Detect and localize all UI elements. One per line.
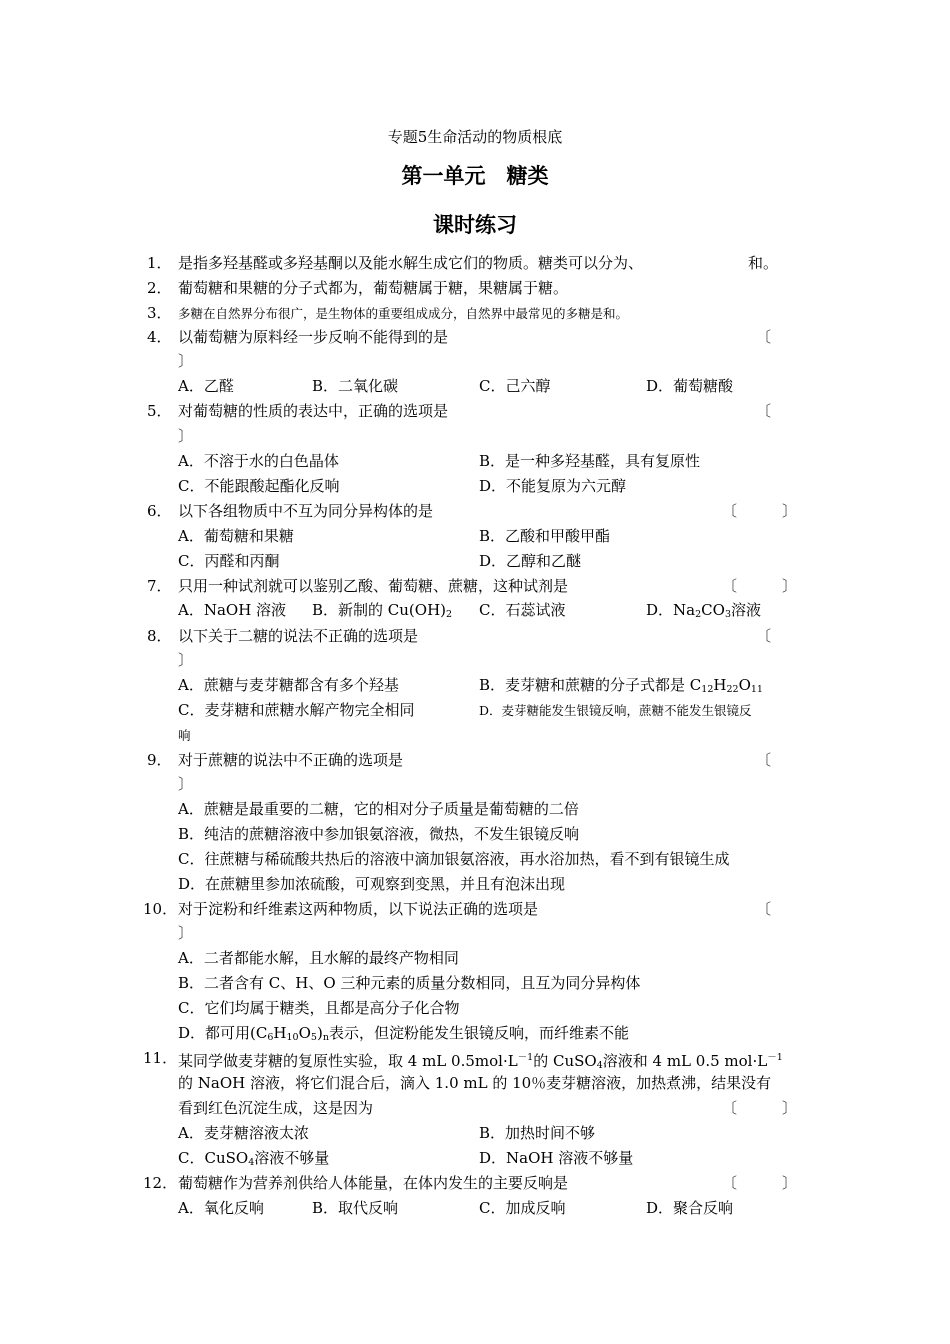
q10-d-text2: H [273, 1024, 287, 1042]
q5-bracket-open: 〔 [756, 402, 772, 420]
q10-bracket-close: 〕 [178, 924, 194, 942]
q10-option-d [178, 1024, 629, 1047]
q7-option-c: C．石蕊试液 [479, 601, 566, 619]
q7-option-b-text: B．新制的 Cu(OH) [312, 601, 447, 619]
q11-option-d: D．NaOH 溶液不够量 [479, 1149, 634, 1167]
q8-option-a: A．蔗糖与麦芽糖都含有多个羟基 [178, 676, 399, 694]
q11-option-b: B．加热时间不够 [479, 1124, 596, 1142]
q9-option-d: D．在蔗糖里参加浓硫酸，可观察到变黑，并且有泡沫出现 [178, 875, 566, 893]
q8-b-sub3: 11 [750, 684, 763, 695]
q8-b-text2: H [713, 676, 727, 694]
q11-l1-sup1: －1 [517, 1052, 534, 1063]
q9-option-b: B．纯洁的蔗糖溶液中参加银氨溶液，微热，不发生银镜反响 [178, 825, 580, 843]
q8-option-d-continued: 响 [178, 728, 191, 743]
q9-number: 9． [147, 751, 172, 769]
q11-l1-text1: 某同学做麦芽糖的复原性实验，取 4 mL 0.5mol·L [178, 1052, 518, 1070]
q10-d-text5: 表示，但淀粉能发生银镜反响，而纤维素不能 [328, 1024, 629, 1042]
q10-d-text1: D．都可用(C [178, 1024, 268, 1042]
q5-bracket-close: 〕 [178, 427, 194, 445]
q11-l1-text3: 溶液和 4 mL 0.5 mol·L [602, 1052, 768, 1070]
q11-c-text1: C．CuSO [178, 1149, 249, 1167]
q10-d-sub4: n [322, 1032, 329, 1043]
q4-option-d: D．葡萄糖酸 [646, 377, 734, 395]
q6-option-b: B．乙酸和甲酸甲酯 [479, 527, 611, 545]
q6-option-a: A．葡萄糖和果糖 [178, 527, 294, 545]
q7-d-text1: D．Na [646, 601, 696, 619]
q11-bracket: 〔 〕 [722, 1099, 798, 1117]
q11-l1-sup2: －1 [767, 1052, 783, 1063]
q12-option-d: D．聚合反响 [646, 1199, 734, 1217]
q7-option-d [646, 601, 761, 624]
q11-line3: 看到红色沉淀生成，这是因为 [178, 1099, 374, 1117]
q7-d-text2: CO [701, 601, 725, 619]
q12-option-b: B．取代反响 [312, 1199, 399, 1217]
q4-bracket-close: 〕 [178, 352, 194, 370]
q8-b-text3: O [738, 676, 751, 694]
q8-bracket-open: 〔 [756, 627, 772, 645]
q4-stem: 以葡萄糖为原料经一步反响不能得到的是 [178, 328, 449, 346]
q11-line1 [178, 1049, 783, 1075]
q6-number: 6． [147, 502, 172, 520]
q8-option-b [479, 676, 763, 699]
q2-text: 葡萄糖和果糖的分子式都为，葡萄糖属于糖，果糖属于糖。 [178, 279, 569, 297]
q1-number: 1． [147, 254, 172, 272]
q12-option-c: C．加成反响 [479, 1199, 566, 1217]
q1-text: 是指多羟基醛或多羟基酮以及能水解生成它们的物质。糖类可以分为、 [178, 254, 644, 272]
q6-option-d: D．乙醇和乙醚 [479, 552, 582, 570]
q11-l1-text2: 的 CuSO [533, 1052, 597, 1070]
q10-stem: 对于淀粉和纤维素这两种物质，以下说法正确的选项是 [178, 900, 539, 918]
q4-number: 4． [147, 328, 172, 346]
q12-bracket: 〔 〕 [722, 1174, 798, 1192]
q7-option-a: A．NaOH 溶液 [178, 601, 287, 619]
q8-b-sub2: 22 [726, 684, 739, 695]
q7-number: 7． [147, 577, 172, 595]
q10-option-b: B．二者含有 C、H、O 三种元素的质量分数相同，且互为同分异构体 [178, 974, 641, 992]
q12-number: 12． [143, 1174, 178, 1192]
q10-d-text4: ) [316, 1024, 323, 1042]
q8-option-c: C．麦芽糖和蔗糖水解产物完全相同 [178, 701, 415, 719]
q9-bracket-close: 〕 [178, 775, 194, 793]
q10-d-sub2: 10 [286, 1032, 299, 1043]
q5-option-a: A．不溶于水的白色晶体 [178, 452, 339, 470]
q5-number: 5． [147, 402, 172, 420]
q4-option-b: B．二氧化碳 [312, 377, 399, 395]
q8-bracket-close: 〕 [178, 651, 194, 669]
q4-bracket-open: 〔 [756, 328, 772, 346]
q2-number: 2． [147, 279, 172, 297]
q11-option-a: A．麦芽糖溶液太浓 [178, 1124, 309, 1142]
q4-option-a: A．乙醛 [178, 377, 234, 395]
q3-text: 多糖在自然界分布很广，是生物体的重要组成成分，自然界中最常见的多糖是和。 [178, 306, 629, 321]
q9-option-a: A．蔗糖是最重要的二糖，它的相对分子质量是葡萄糖的二倍 [178, 800, 579, 818]
q7-option-b-subscript: 2 [446, 609, 453, 620]
q5-stem: 对葡萄糖的性质的表达中，正确的选项是 [178, 402, 449, 420]
q11-line2: 的 NaOH 溶液，将它们混合后，滴入 1.0 mL 的 10％麦芽糖溶液，加热煮沸，结果没有 [178, 1074, 772, 1092]
q9-option-c: C．往蔗糖与稀硫酸共热后的溶液中滴加银氨溶液，再水浴加热，看不到有银镜生成 [178, 850, 730, 868]
q7-d-sub2: 3 [724, 609, 731, 620]
q6-option-c: C．丙醛和丙酮 [178, 552, 280, 570]
q7-stem: 只用一种试剂就可以鉴别乙酸、葡萄糖、蔗糖，这种试剂是 [178, 577, 569, 595]
q8-b-sub1: 12 [701, 684, 714, 695]
q8-number: 8． [147, 627, 172, 645]
q11-number: 11． [143, 1049, 178, 1067]
q7-option-b [312, 601, 452, 624]
unit-title: 第一单元 糖类 [401, 164, 549, 188]
q10-bracket-open: 〔 [756, 900, 772, 918]
q5-option-d: D．不能复原为六元醇 [479, 477, 627, 495]
q9-stem: 对于蔗糖的说法中不正确的选项是 [178, 751, 404, 769]
q11-l1-sub: 4 [596, 1060, 603, 1071]
q8-b-text1: B．麦芽糖和蔗糖的分子式都是 C [479, 676, 702, 694]
q6-bracket: 〔 〕 [722, 502, 798, 520]
q1-tail: 和。 [748, 254, 779, 272]
q3-number: 3． [147, 304, 172, 322]
q8-option-d: D．麦芽糖能发生银镜反响，蔗糖不能发生银镜反 [479, 703, 752, 718]
q10-d-text3: O [298, 1024, 311, 1042]
q9-bracket-open: 〔 [756, 751, 772, 769]
q8-stem: 以下关于二糖的说法不正确的选项是 [178, 627, 419, 645]
q12-option-a: A．氧化反响 [178, 1199, 264, 1217]
q11-option-c [178, 1149, 329, 1172]
q4-option-c: C．己六醇 [479, 377, 551, 395]
q7-bracket: 〔 〕 [722, 577, 798, 595]
section-title: 课时练习 [433, 213, 517, 237]
subject-title: 专题5生命活动的物质根底 [387, 128, 563, 146]
q10-option-c: C．它们均属于糖类，且都是高分子化合物 [178, 999, 460, 1017]
q5-option-b: B．是一种多羟基醛，具有复原性 [479, 452, 701, 470]
q7-d-sub1: 2 [695, 609, 702, 620]
q12-stem: 葡萄糖作为营养剂供给人体能量，在体内发生的主要反响是 [178, 1174, 569, 1192]
q5-option-c: C．不能跟酸起酯化反响 [178, 477, 340, 495]
q7-d-text3: 溶液 [730, 601, 761, 619]
q11-c-sub: 4 [248, 1157, 255, 1168]
q11-c-text2: 溶液不够量 [254, 1149, 330, 1167]
q6-stem: 以下各组物质中不互为同分异构体的是 [178, 502, 434, 520]
q10-option-a: A．二者都能水解，且水解的最终产物相同 [178, 949, 459, 967]
q10-d-sub1: 6 [267, 1032, 274, 1043]
q10-d-sub3: 5 [310, 1032, 317, 1043]
q10-number: 10． [143, 900, 178, 918]
